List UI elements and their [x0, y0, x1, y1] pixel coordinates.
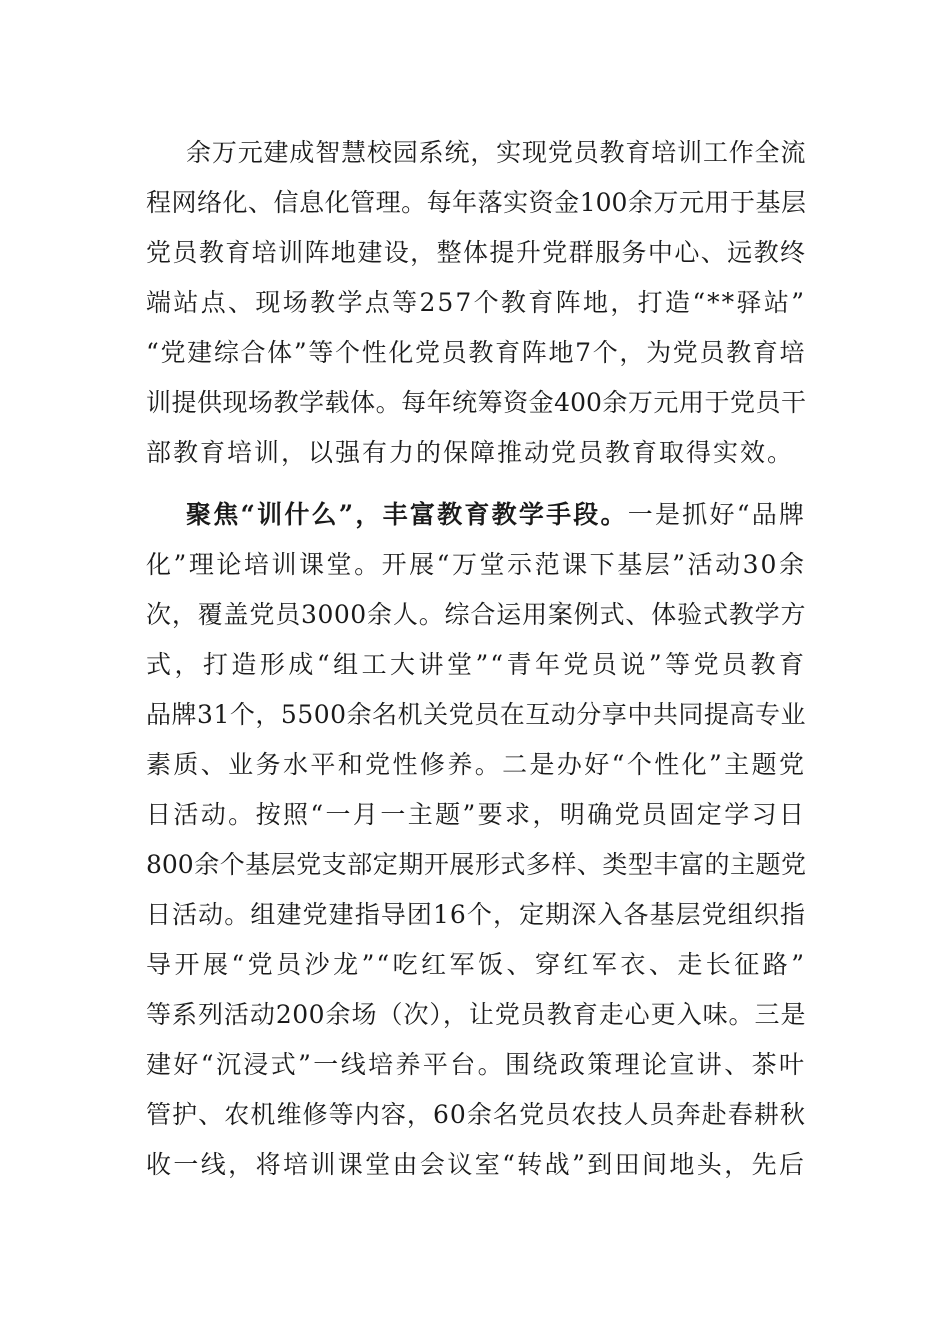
paragraph-training-methods — [146, 490, 806, 1190]
paragraph-line: 等系列活动200余场（次），让党员教育走心更入味。三是 — [146, 1000, 806, 1029]
paragraph-line-rest: 一是抓好“品牌 — [627, 500, 806, 529]
paragraph-line: 建好“沉浸式”一线培养平台。围绕政策理论宣讲、茶叶 — [146, 1050, 806, 1079]
paragraph-line: 党员教育培训阵地建设，整体提升党群服务中心、远教终 — [146, 238, 806, 267]
paragraph-funding — [146, 128, 806, 478]
paragraph-line: 品牌31个，5500余名机关党员在互动分享中共同提高专业 — [146, 700, 806, 729]
paragraph-line: 次，覆盖党员3000余人。综合运用案例式、体验式教学方 — [146, 600, 806, 629]
paragraph-line: 程网络化、信息化管理。每年落实资金100余万元用于基层 — [146, 188, 806, 217]
paragraph-first-line — [146, 490, 806, 540]
paragraph-line: 端站点、现场教学点等257个教育阵地，打造“**驿站” — [146, 288, 806, 317]
paragraph-line: 日活动。组建党建指导团16个，定期深入各基层党组织指 — [146, 900, 806, 929]
paragraph-line: 素质、业务水平和党性修养。二是办好“个性化”主题党 — [146, 750, 806, 779]
paragraph-line: 部教育培训，以强有力的保障推动党员教育取得实效。 — [146, 438, 795, 467]
paragraph-line: 导开展“党员沙龙”“吃红军饭、穿红军衣、走长征路” — [146, 950, 806, 979]
paragraph-line: 训提供现场教学载体。每年统筹资金400余万元用于党员干 — [146, 388, 806, 417]
paragraph-line: 化”理论培训课堂。开展“万堂示范课下基层”活动30余 — [146, 550, 806, 579]
paragraph-line: 收一线，将培训课堂由会议室“转战”到田间地头，先后 — [146, 1150, 806, 1179]
paragraph-line: 式，打造形成“组工大讲堂”“青年党员说”等党员教育 — [146, 650, 806, 679]
section-heading: 聚焦“训什么”，丰富教育教学手段。 — [186, 500, 628, 529]
paragraph-line: 管护、农机维修等内容，60余名党员农技人员奔赴春耕秋 — [146, 1100, 806, 1129]
paragraph-line: 日活动。按照“一月一主题”要求，明确党员固定学习日 — [146, 800, 806, 829]
paragraph-line: 余万元建成智慧校园系统，实现党员教育培训工作全流 — [186, 138, 806, 167]
paragraph-line: “党建综合体”等个性化党员教育阵地7个，为党员教育培 — [146, 338, 806, 367]
paragraph-line: 800余个基层党支部定期开展形式多样、类型丰富的主题党 — [146, 850, 806, 879]
